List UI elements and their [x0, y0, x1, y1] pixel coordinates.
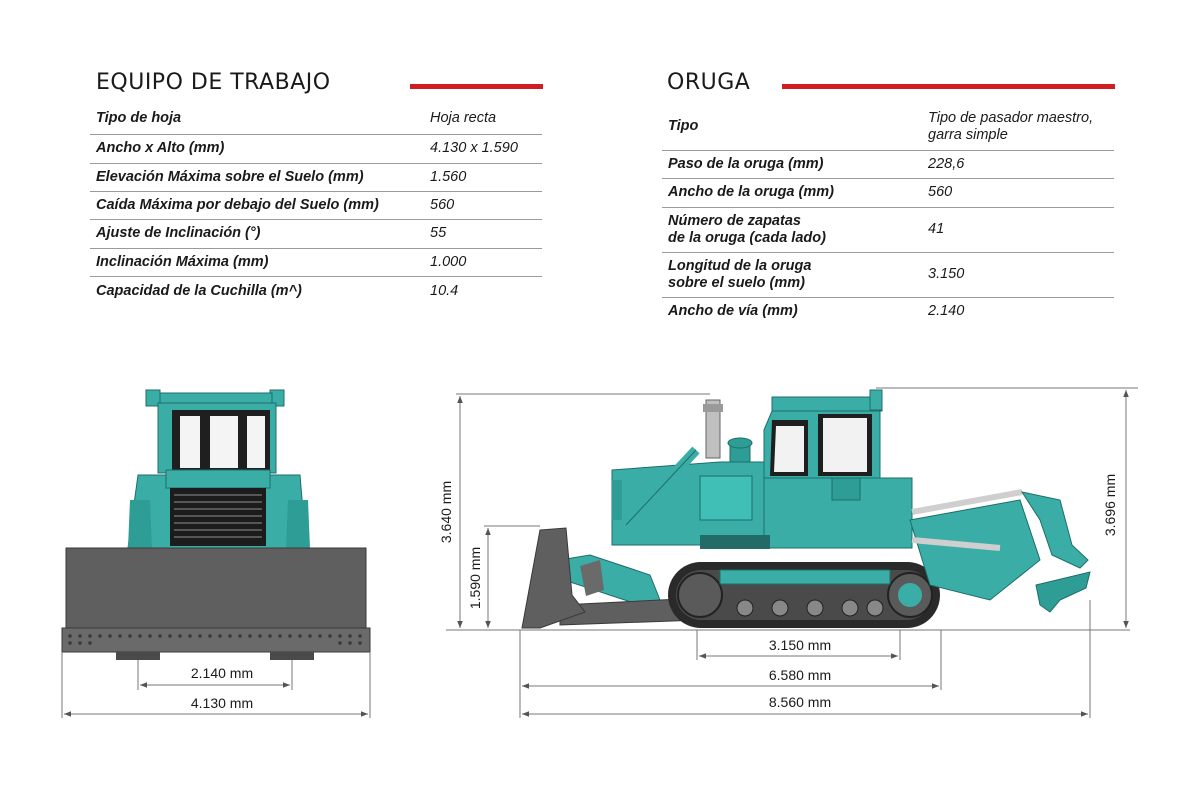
spec-label: Paso de la oruga (mm): [662, 150, 928, 178]
spec-value: 1.560: [430, 163, 542, 191]
spec-value: 4.130 x 1.590: [430, 134, 542, 163]
spec-value: 560: [430, 191, 542, 219]
spec-label: Número de zapatas de la oruga (cada lado): [662, 207, 928, 252]
spec-label: Elevación Máxima sobre el Suelo (mm): [90, 163, 430, 191]
spec-label: Capacidad de la Cuchilla (m^): [96, 282, 302, 299]
spec-value: Tipo de pasador maestro, garra simple: [928, 104, 1114, 150]
spec-value: 41: [928, 207, 1114, 252]
dim-blade-height: 1.590 mm: [467, 546, 483, 610]
dim-track-gauge: 2.140 mm: [190, 665, 254, 681]
dim-blade-width: 4.130 mm: [190, 695, 254, 711]
spec-value: 3.150: [928, 252, 1114, 297]
oruga-heading: ORUGA: [667, 70, 751, 95]
dim-cab-height: 3.696 mm: [1102, 473, 1118, 537]
spec-label: Tipo de hoja: [90, 104, 430, 134]
spec-label: Inclinación Máxima (mm): [90, 248, 430, 276]
spec-value: 228,6: [928, 150, 1114, 178]
spec-value: 10.4: [430, 282, 459, 299]
dim-total-length: 8.560 mm: [768, 694, 832, 710]
spec-value: 1.000: [430, 248, 542, 276]
spec-label: Ancho de la oruga (mm): [662, 178, 928, 207]
spec-label: Ajuste de Inclinación (°): [90, 219, 430, 248]
equipo-heading: EQUIPO DE TRABAJO: [96, 70, 331, 95]
spec-label: Ancho x Alto (mm): [90, 134, 430, 163]
spec-value: 560: [928, 178, 1114, 207]
dim-length-no-ripper: 6.580 mm: [768, 667, 832, 683]
spec-label: Longitud de la oruga sobre el suelo (mm): [662, 252, 928, 297]
spec-value: 2.140: [928, 302, 965, 319]
spec-value: Hoja recta: [430, 104, 542, 134]
side-view-illustration: [522, 390, 1090, 628]
spec-label: Tipo: [662, 104, 928, 150]
spec-value: 55: [430, 219, 542, 248]
dim-track-ground-length: 3.150 mm: [768, 637, 832, 653]
front-view-illustration: [62, 390, 370, 660]
dim-total-height: 3.640 mm: [438, 480, 454, 544]
spec-label: Caída Máxima por debajo del Suelo (mm): [90, 191, 430, 219]
spec-label: Ancho de vía (mm): [668, 302, 798, 319]
